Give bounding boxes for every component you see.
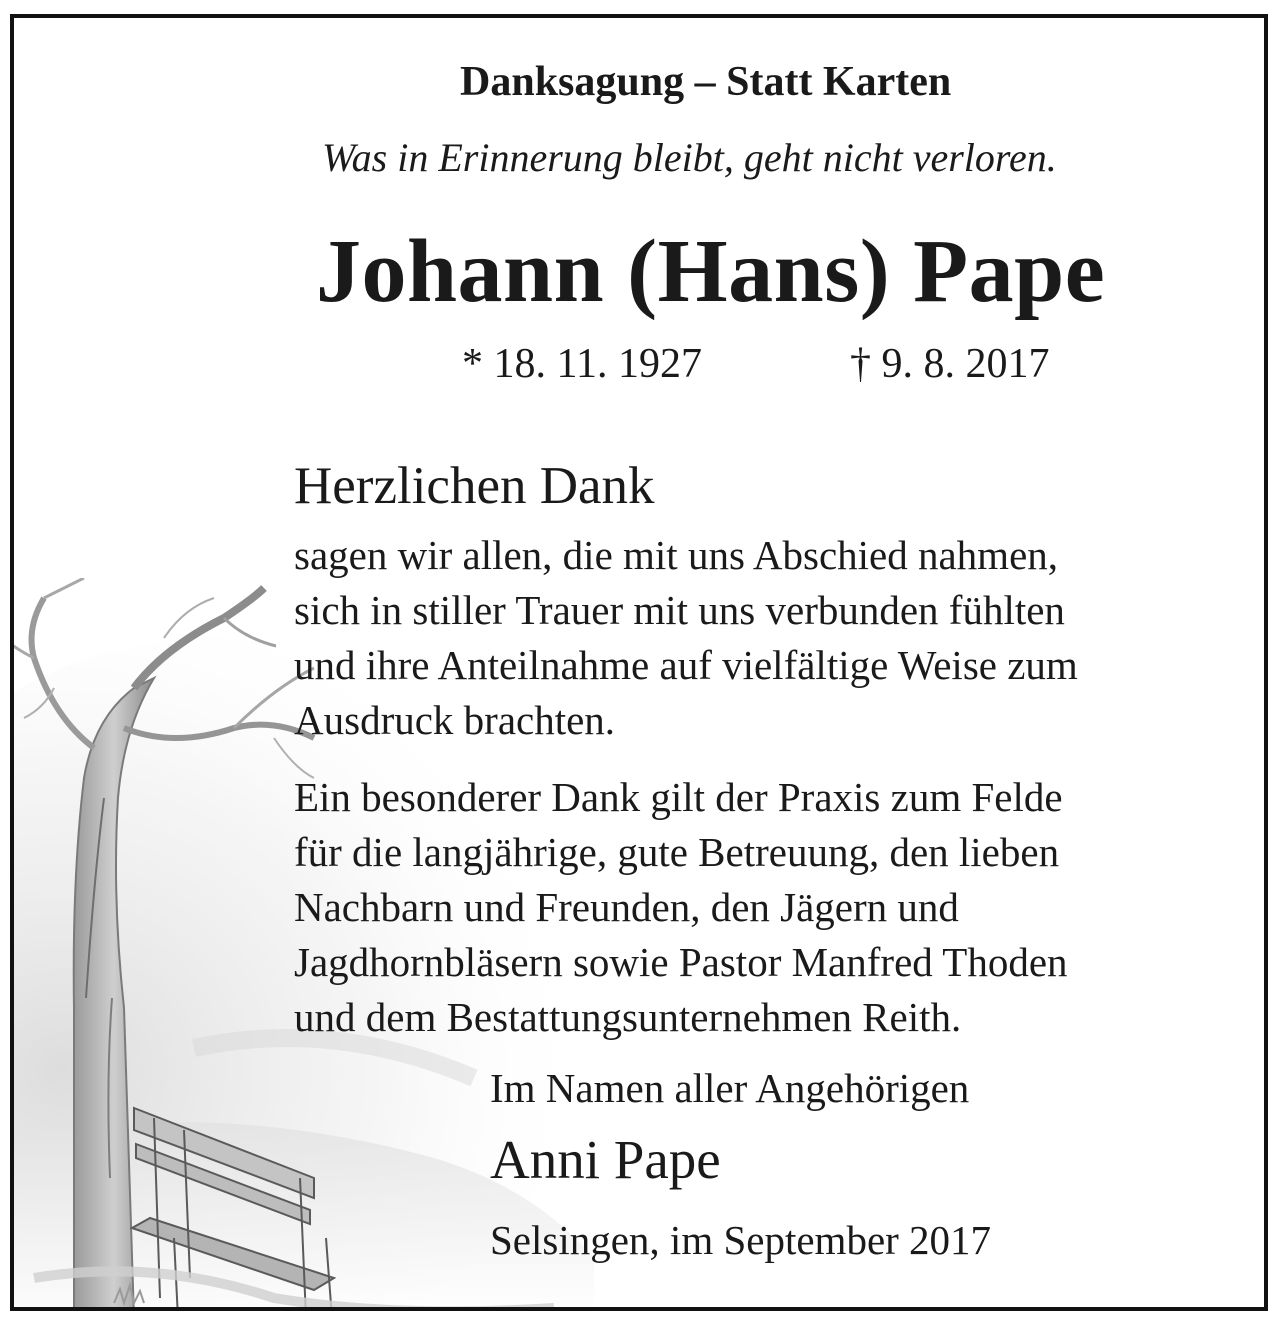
thanks-paragraph-2 bbox=[294, 770, 1068, 1045]
paragraph-line: für die langjährige, gute Betreuung, den lieben bbox=[294, 829, 1060, 875]
deceased-name: Johann (Hans) Pape bbox=[316, 222, 1106, 321]
paragraph-line: Jagdhornbläsern sowie Pastor Manfred Thoden bbox=[294, 939, 1068, 985]
paragraph-line: sagen wir allen, die mit uns Abschied nahmen, bbox=[294, 532, 1059, 578]
paragraph-line: Ein besonderer Dank gilt der Praxis zum Felde bbox=[294, 774, 1063, 820]
paragraph-line: sich in stiller Trauer mit uns verbunden fühlten bbox=[294, 587, 1065, 633]
obituary-notice bbox=[10, 14, 1268, 1311]
death-date: † 9. 8. 2017 bbox=[850, 341, 1050, 387]
thanks-paragraph-1 bbox=[294, 528, 1078, 748]
paragraph-line: Nachbarn und Freunden, den Jägern und bbox=[294, 884, 959, 930]
birth-date: * 18. 11. 1927 bbox=[462, 341, 702, 387]
place-and-date: Selsingen, im September 2017 bbox=[490, 1217, 992, 1263]
thanks-heading: Herzlichen Dank bbox=[294, 457, 655, 515]
signoff-line: Im Namen aller Angehörigen bbox=[490, 1065, 970, 1111]
motto-quote: Was in Erinnerung bleibt, geht nicht verloren. bbox=[322, 135, 1057, 180]
paragraph-line: und ihre Anteilnahme auf vielfältige Weise zum bbox=[294, 642, 1078, 688]
header-title: Danksagung – Statt Karten bbox=[460, 59, 952, 105]
paragraph-line: Ausdruck brachten. bbox=[294, 697, 616, 743]
signer-name: Anni Pape bbox=[490, 1129, 721, 1190]
paragraph-line: und dem Bestattungsunternehmen Reith. bbox=[294, 994, 962, 1040]
